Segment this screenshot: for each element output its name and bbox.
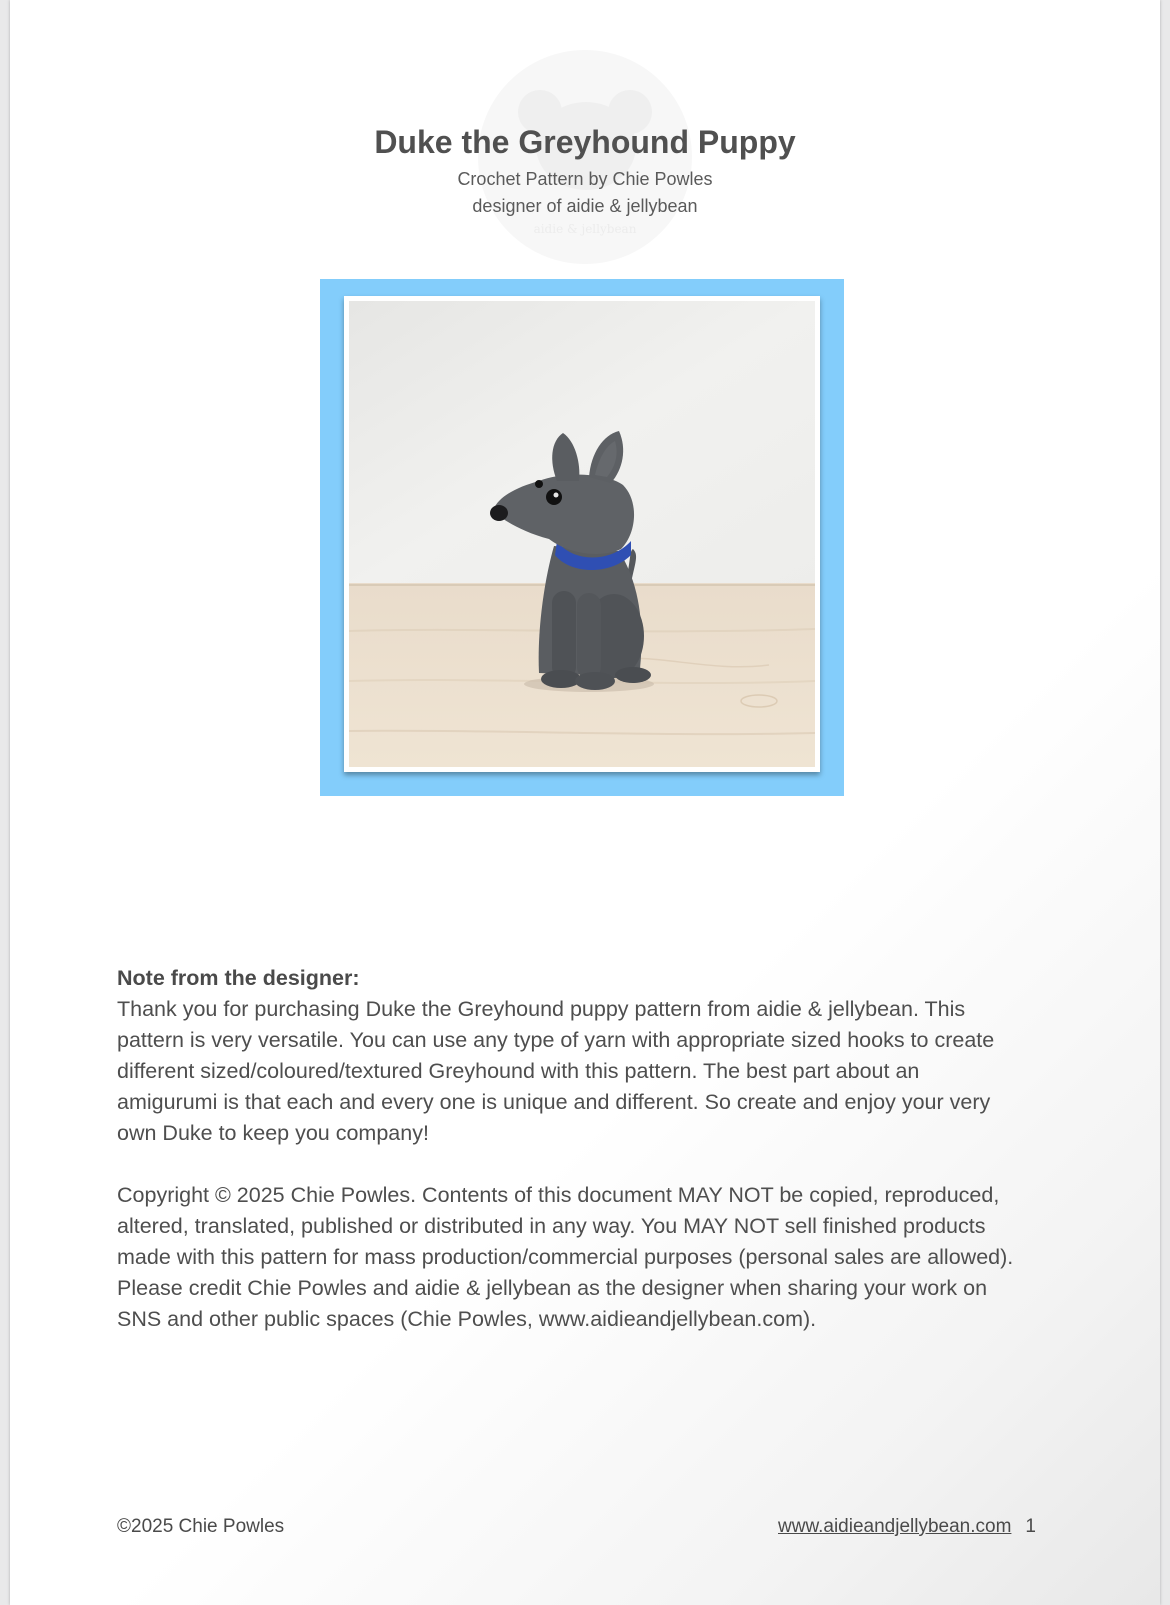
page-header <box>10 122 1160 220</box>
watermark-text: aidie & jellybean <box>533 222 637 236</box>
page-title: Duke the Greyhound Puppy <box>374 124 796 160</box>
note-paragraph-copyright: Copyright © 2025 Chie Powles. Contents of this document MAY NOT be copied, reproduced, altered, translated, published or distributed in any way. You MAY NOT sell finished products made with this pattern for mass production/commercial purposes (personal sales are allowed). Please credit Chie Powles and aidie & jellybean as the designer when sharing your work on SNS and other public spaces (Chie Powles, www.aidieandjellybean.com). <box>117 1183 1014 1331</box>
product-photo <box>344 296 820 772</box>
footer-right <box>778 1516 1036 1538</box>
footer-copyright: ©2025 Chie Powles <box>117 1516 285 1537</box>
page-subtitle-author: Crochet Pattern by Chie Powles <box>457 169 713 189</box>
note-paragraph-thanks: Thank you for purchasing Duke the Greyhound puppy pattern from aidie & jellybean. This pattern is very versatile. You can use any type of yarn with appropriate sized hooks to create different sized/coloured/textured Greyhound with this pattern. The best part about an amigurumi is that each and every one is unique and different. So create and enjoy your very own Duke to keep you company! <box>117 997 995 1145</box>
page-subtitle-designer: designer of aidie & jellybean <box>472 196 698 216</box>
document-page <box>10 0 1160 1605</box>
designer-note <box>117 963 1017 1335</box>
greyhound-puppy-photo <box>349 301 815 767</box>
website-link[interactable]: www.aidieandjellybean.com <box>778 1516 1012 1537</box>
photo-frame <box>320 279 844 796</box>
page-number: 1 <box>1025 1516 1036 1537</box>
note-heading: Note from the designer: <box>117 966 360 990</box>
